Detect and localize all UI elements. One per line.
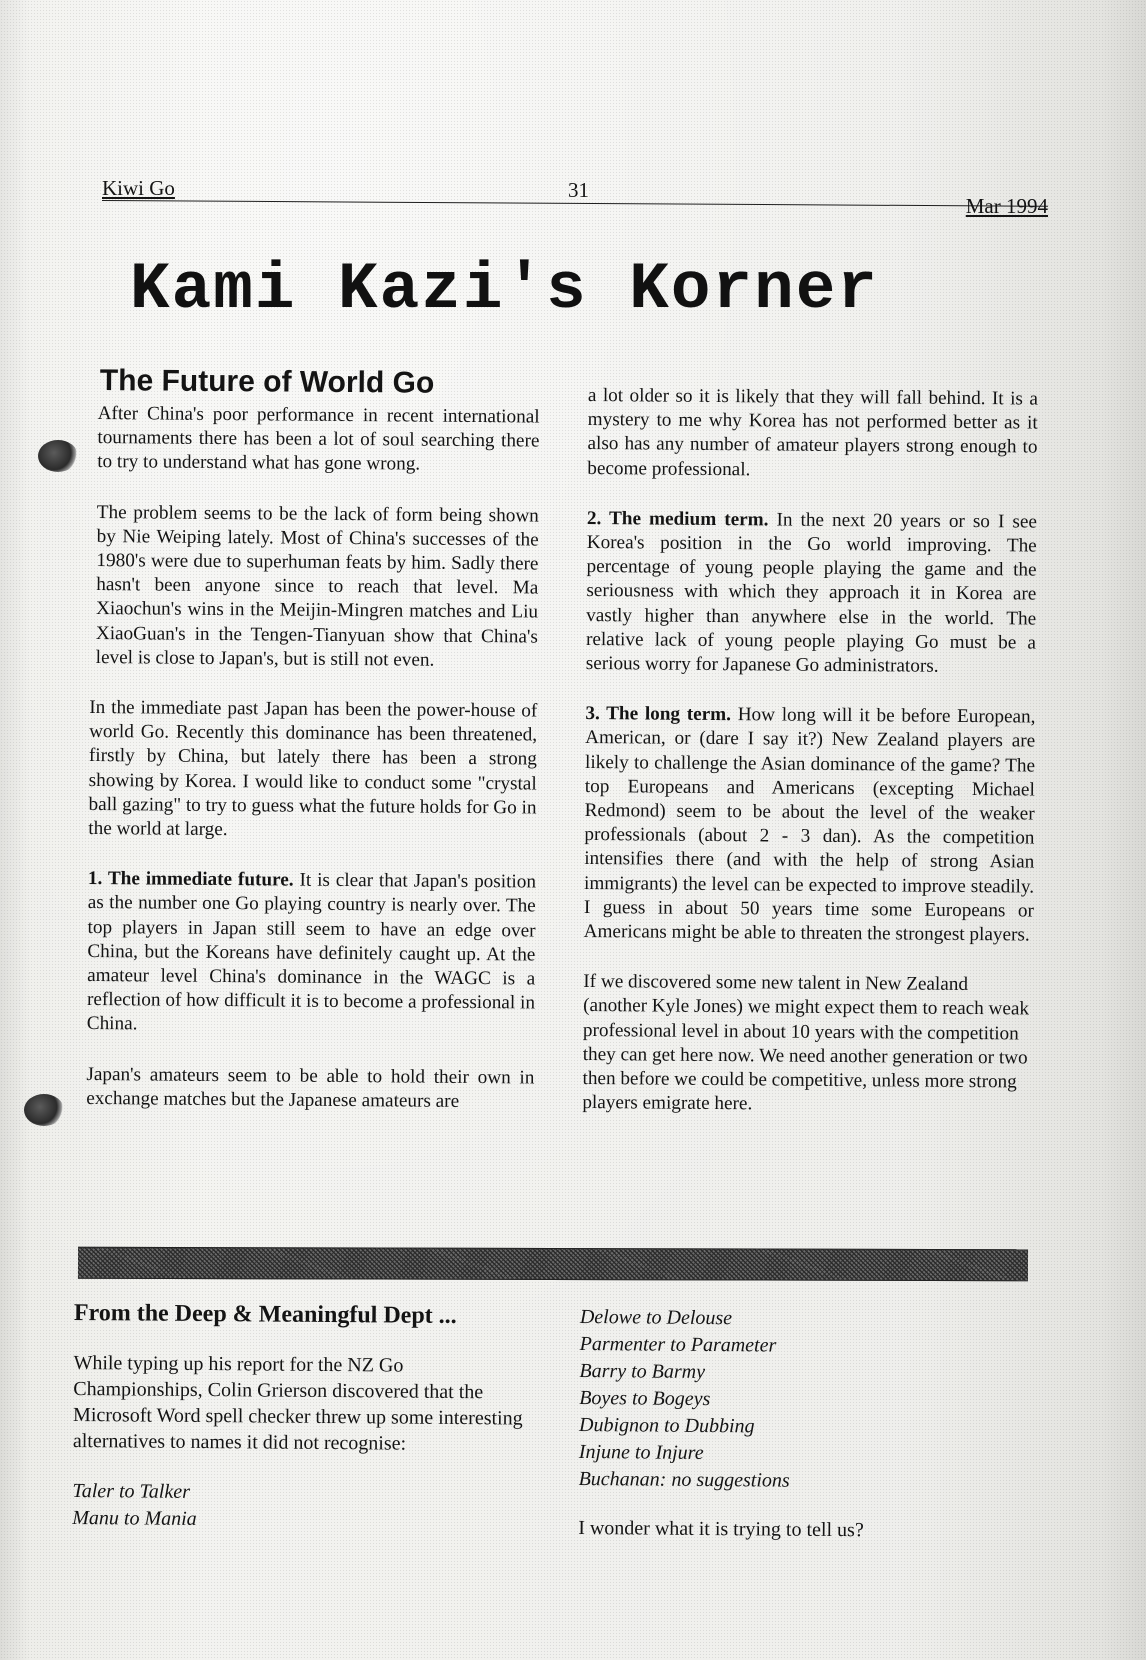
medium-term-text: In the next 20 years or so I see Korea's position in the Go world improving. The percentage of young people playing the game and the seriousness with which they approach it in Korea are vastly higher than anywhere else in the world. The relative lack of young people playing Go must be a serious worry for Japanese Go administrators. — [585, 509, 1038, 677]
article-right-column — [582, 384, 1038, 1145]
dept-intro: While typing up his report for the NZ Go Championships, Colin Grierson discovered that the Microsoft Word spell checker threw up some interesting alternatives to names it did not recognise: — [72, 1351, 523, 1455]
medium-term-heading: 2. The medium term. — [586, 507, 769, 531]
paragraph: After China's poor performance in recent international tournaments there has been a lot of soul searching there to try to understand what has gone wrong. — [97, 403, 540, 475]
spellcheck-list-left — [72, 1478, 532, 1536]
column-banner-title: Kami Kazi's Korner — [130, 252, 879, 327]
immediate-future-text: It is clear that Japan's position as the number one Go playing country is nearly over. The top players in Japan still seem to have an edge over China, but the Koreans have definitely caught up. At the amateur level China's dominance in the WAGC is a reflection of how difficult it is to become a professional in China. — [86, 869, 537, 1035]
list-item: Manu to Mania — [72, 1506, 197, 1530]
section-divider-bar — [78, 1247, 1028, 1281]
paragraph: a lot older so it is likely that they will fall behind. It is a mystery to me why Korea has not performed better as it also has any number of amateur players strong enough to become professional. — [587, 384, 1038, 480]
long-term-text: How long will it be before European, American, or (dare I say it?) New Zealand players are likely to challenge the Asian dominance of the game? The top Europeans and Americans (excepting Michael Redmond) seem to be about the level of the weaker professionals (about 2 - 3 dan). As the competition intensifies there (and with the help of strong Asian immigrants) the level can be expected to improve steadily. I guess in about 50 years time some Europeans or Americans might be able to threaten the strongest players. — [583, 704, 1036, 946]
dept-right-column — [578, 1304, 1040, 1545]
issue-date: Mar 1994 — [965, 194, 1048, 218]
paragraph: The problem seems to be the lack of form being shown by Nie Weiping lately. Most of China's successes of the 1980's were due to superhuman feats by him. Sadly there hasn't been anyone since to reach that level. Ma Xiaochun's wins in the Meijin-Mingren matches and Liu XiaoGuan's in the Tengen-Tianyuan show that China's level is close to Japan's, but is still not even. — [95, 501, 539, 671]
article-left-column — [86, 364, 540, 1141]
paragraph: If we discovered some new talent in New Zealand (another Kyle Jones) we might expect them to reach weak professional level in about 10 years with the competition they can get here now. We need another generation or two then before we could be competitive, unless more strong players emigrate here. — [582, 971, 1030, 1115]
publication-name: Kiwi Go — [102, 176, 175, 200]
medium-term-paragraph — [586, 507, 1037, 680]
long-term-paragraph — [584, 702, 1036, 948]
spellcheck-list-right — [579, 1304, 1040, 1497]
immediate-future-heading: 1. The immediate future. — [87, 868, 294, 891]
list-item: Injune to Injure — [578, 1440, 704, 1464]
list-item: Delowe to Delouse — [579, 1305, 733, 1330]
dept-title: From the Deep & Meaningful Dept ... — [73, 1299, 457, 1330]
list-item: Dubignon to Dubbing — [578, 1413, 755, 1438]
dept-ending: I wonder what it is trying to tell us? — [578, 1516, 864, 1542]
article-title: The Future of World Go — [99, 364, 435, 400]
list-item: Taler to Talker — [72, 1479, 191, 1503]
list-item: Parmenter to Parameter — [579, 1332, 777, 1357]
running-header — [102, 176, 1048, 216]
page-number: 31 — [568, 178, 589, 202]
list-item: Barry to Barmy — [579, 1359, 706, 1383]
immediate-future-paragraph — [87, 867, 536, 1040]
list-item: Boyes to Bogeys — [579, 1386, 711, 1411]
paragraph: In the immediate past Japan has been the power-house of world Go. Recently this dominance has been threatened, firstly by China, but lately there has been a strong showing by Korea. I would like to conduct some "crystal ball gazing" to try to guess what the future holds for Go in the world at large. — [88, 697, 538, 841]
punch-hole-icon — [24, 1094, 64, 1126]
list-item: Buchanan: no suggestions — [578, 1467, 790, 1492]
punch-hole-icon — [38, 440, 78, 472]
long-term-heading: 3. The long term. — [585, 703, 732, 726]
paragraph: Japan's amateurs seem to be able to hold their own in exchange matches but the Japanese amateurs are — [86, 1063, 535, 1112]
dept-left-column — [72, 1298, 534, 1536]
